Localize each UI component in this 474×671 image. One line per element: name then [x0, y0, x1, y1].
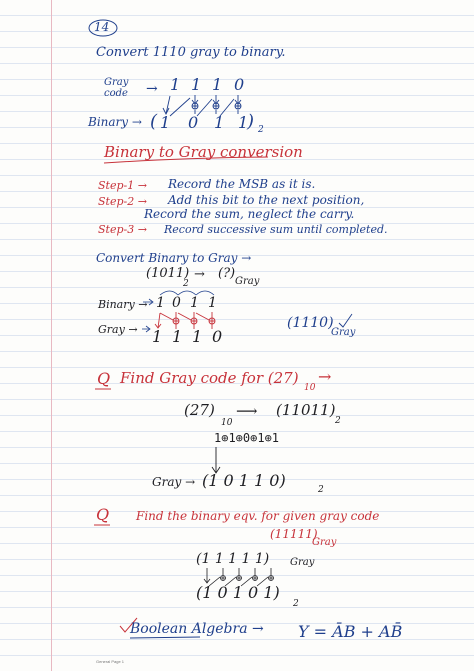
gray-digit: 0	[234, 75, 245, 94]
gray-digit: 1	[191, 75, 202, 94]
problem-number: 14	[94, 20, 110, 34]
question2-given: (11111)	[270, 527, 318, 541]
step-text: Add this bit to the next position,	[168, 193, 365, 207]
question2-gray-row-label: Gray	[290, 557, 315, 568]
example1-gray-label: Gray →	[98, 323, 138, 336]
binary-digit: 0	[188, 113, 199, 132]
question1-decimal: (27)	[184, 401, 215, 419]
question1-gray-result-base: 2	[318, 485, 324, 495]
binary-label: Binary →	[88, 115, 142, 129]
question1-convert-arrow: ⟶	[236, 402, 258, 420]
gray-digit: 1	[192, 327, 203, 346]
gray-digit: 1	[212, 75, 223, 94]
gray-code-label: Gray code	[104, 77, 129, 99]
binary-digit: 1	[208, 295, 217, 311]
question2-label: Q	[96, 505, 110, 524]
question1-binary: (11011)	[276, 401, 336, 419]
boolean-equation: Y = ĀB + AB̄	[298, 622, 403, 641]
gray-digit: 1	[170, 75, 181, 94]
step-label: Step-1 →	[98, 179, 147, 192]
binary-digit: 1	[214, 113, 225, 132]
example1-answer-base: Gray	[331, 327, 356, 338]
gray-to-binary-title: Convert 1110 gray to binary.	[96, 45, 286, 60]
step-label: Step-3 →	[98, 223, 147, 236]
step-text: Record the MSB as it is.	[168, 177, 316, 191]
question1-text: Find Gray code for (27)	[120, 369, 299, 387]
question1-base: 10	[304, 383, 316, 393]
example1-output: (?)	[218, 266, 236, 281]
question2-binary-base: 2	[293, 599, 299, 609]
example1-answer: (1110)	[287, 315, 334, 331]
question2-gray-row: (1 1 1 1 1)	[196, 551, 270, 567]
gray-digit: 1	[152, 327, 163, 346]
binary-digit: 1	[190, 295, 199, 311]
binary-digit: 1	[160, 113, 171, 132]
gray-digit: 0	[212, 327, 223, 346]
question2-binary-row: (1 0 1 0 1)	[196, 583, 280, 602]
question1-decimal-base: 10	[221, 418, 233, 428]
question1-arrow: →	[318, 367, 332, 386]
example1-title: Convert Binary to Gray →	[96, 251, 252, 265]
example1-input: (1011)	[146, 266, 190, 281]
question1-binary-base: 2	[335, 416, 341, 426]
question1-gray-label: Gray →	[152, 475, 196, 489]
question2-given-base: Gray	[312, 537, 337, 548]
question1-xor-chain: 1⊕1⊕0⊕1⊕1	[214, 431, 280, 445]
binary-to-gray-heading: Binary to Gray conversion	[104, 143, 303, 161]
step-text: Record successive sum until completed.	[164, 223, 388, 236]
binary-digit: 1	[156, 295, 165, 311]
page-footer: General Page 1	[96, 659, 125, 664]
binary-open-paren: (	[150, 111, 158, 132]
gray-digit: 1	[172, 327, 183, 346]
binary-base: 2	[258, 125, 264, 135]
example1-output-base: Gray	[235, 276, 260, 287]
example1-input-base: 2	[183, 279, 189, 289]
example1-binary-label: Binary →	[98, 298, 148, 311]
binary-digit: 0	[172, 295, 181, 311]
example1-arrow: →	[194, 267, 205, 282]
step-text: Record the sum, neglect the carry.	[144, 207, 355, 221]
question2-text: Find the binary eqv. for given gray code	[136, 509, 380, 523]
binary-close-paren: )	[247, 111, 255, 132]
step-label: Step-2 →	[98, 195, 147, 208]
question1-gray-result: (1 0 1 1 0)	[202, 471, 286, 490]
boolean-title: Boolean Algebra →	[130, 621, 264, 637]
binary-digit: 1	[238, 113, 249, 132]
question1-label: Q	[97, 369, 111, 388]
gray-code-arrow: →	[146, 81, 158, 97]
